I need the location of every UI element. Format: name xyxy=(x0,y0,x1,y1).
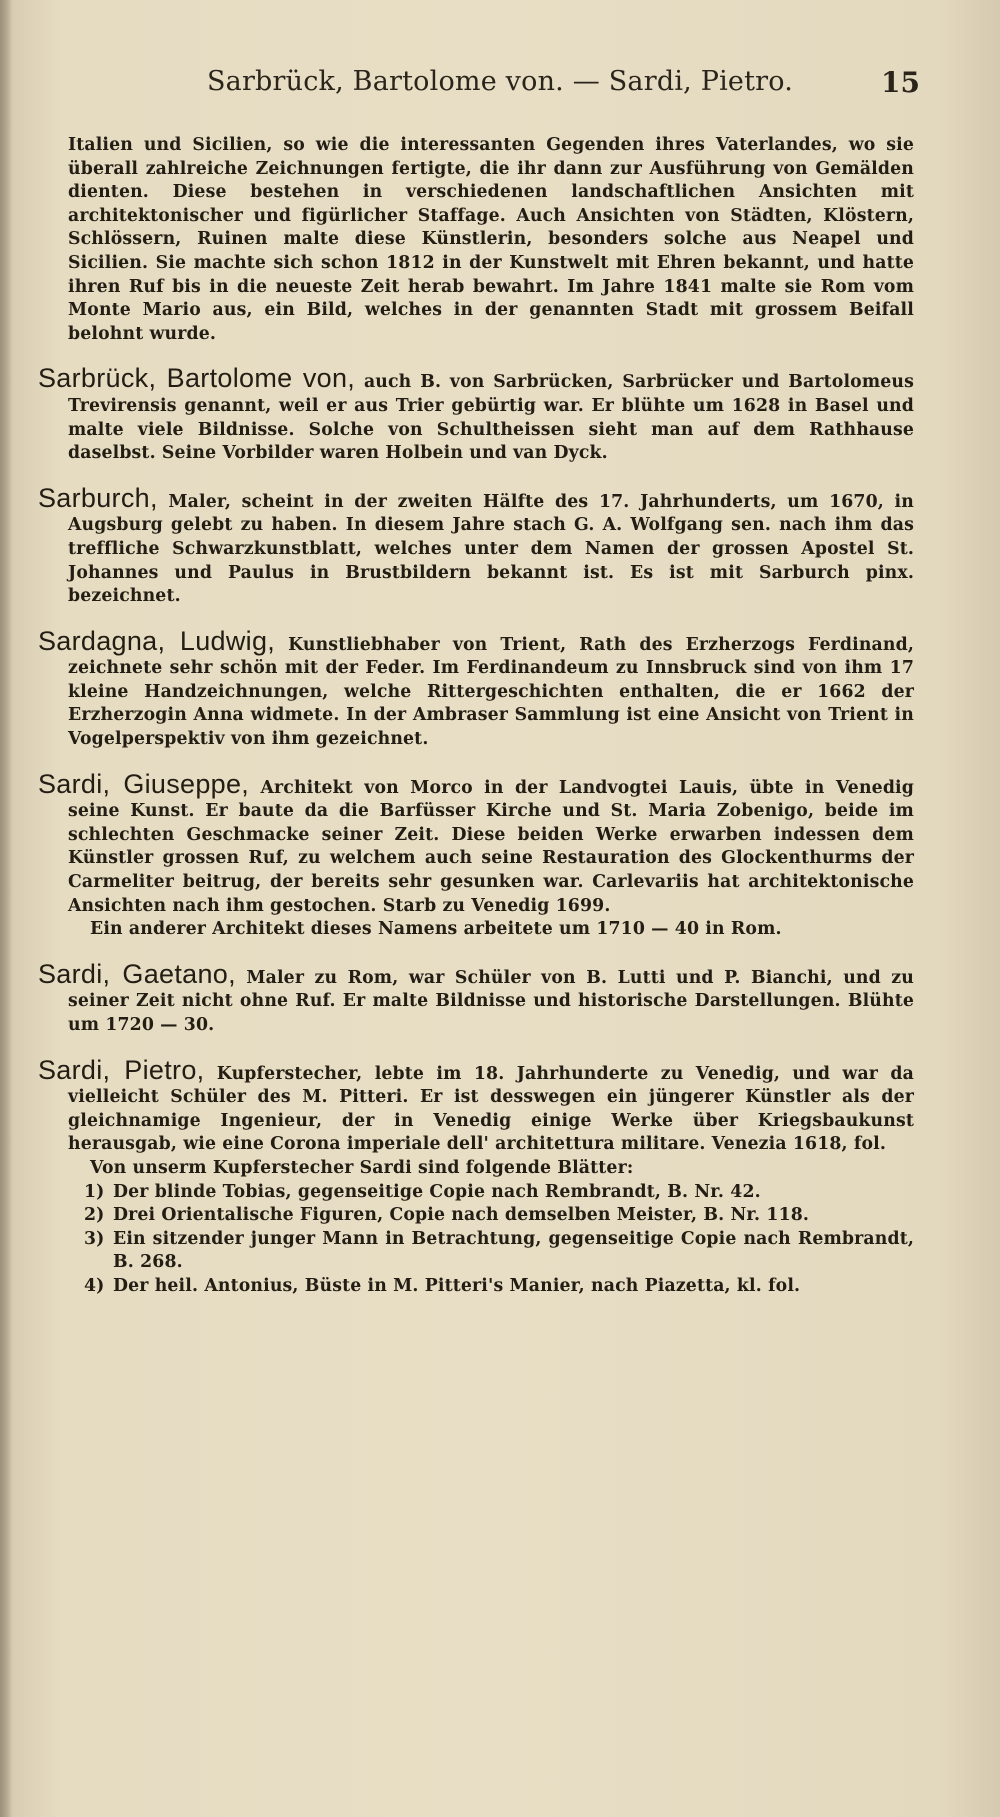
entry-name: Sarbrück, Bartolome von, xyxy=(38,363,356,394)
running-header xyxy=(0,66,1000,106)
entry-name: Sardi, Giuseppe, xyxy=(38,768,250,799)
list-item-number: 2) xyxy=(84,1205,105,1226)
entry-text: Maler, scheint in der zweiten Hälfte des 17. Jahrhunderts, um 1670, in Augsburg gelebt zu haben. In diesem Jahre stach G. A. Wolfgang sen. nach ihm das treffliche Schwarzkunstblatt, welches unter dem Namen der grossen Apostel St. Johannes und Paulus in Brustbildern bekannt ist. Es ist mit Sarburch pinx. bezeichnet. xyxy=(68,491,914,607)
list-item-number: 3) xyxy=(84,1228,105,1249)
entry-text: Architekt von Morco in der Landvogtei Lauis, übte in Venedig seine Kunst. Er baute da die Barfüsser Kirche und St. Maria Zobenigo, beide im schlechten Geschmacke seiner Zeit. Diese beiden Werke erwarben indessen dem Künstler grossen Ruf, zu welchem auch seine Restauration des Glockenthurms der Carmeliter beitrug, der bereits sehr gesunken war. Carlevariis hat architektonische Ansichten nach ihm gestochen. Starb zu Venedig 1699. xyxy=(68,777,914,916)
entry-paragraph xyxy=(38,768,914,919)
list-item-text: Ein sitzender junger Mann in Betrachtung, gegenseitige Copie nach Rembrandt, B. 268. xyxy=(113,1228,914,1273)
list-item xyxy=(38,1275,914,1299)
entry-name: Sarburch, xyxy=(38,482,158,513)
page-number: 15 xyxy=(881,66,920,99)
entry-subparagraph: Von unserm Kupferstecher Sardi sind folgende Blätter: xyxy=(90,1157,634,1178)
entry-sardi-gaetano xyxy=(38,958,914,1038)
entry-text: Kupferstecher, lebte im 18. Jahrhunderte zu Venedig, und war da vielleicht Schüler des M. Pitteri. Er ist desswegen ein jüngerer Künstler als der gleichnamige Ingenieur, der in Venedig einige Werke über Kriegsbaukunst herausgab, wie eine Corona imperiale dell' architettura militare. Venezia 1618, fol. xyxy=(68,1063,914,1155)
entry-paragraph xyxy=(38,625,914,752)
entry-sardagna xyxy=(38,625,914,752)
entry-paragraph xyxy=(38,363,915,465)
entry-text: auch B. von Sarbrücken, Sarbrücker und Bartolomeus Trevirensis genannt, weil er aus Trier gebürtig war. Er blühte um 1628 in Basel und malte viele Bildnisse. Solche von Schultheissen sieht man auf dem Rathhause daselbst. Seine Vorbilder waren Holbein und van Dyck. xyxy=(68,372,915,464)
entry-name: Sardagna, Ludwig, xyxy=(38,625,276,656)
entry-paragraph xyxy=(38,482,914,609)
list-item-number: 4) xyxy=(84,1275,105,1296)
list-item xyxy=(38,1228,914,1275)
list-item-text: Drei Orientalische Figuren, Copie nach demselben Meister, B. Nr. 118. xyxy=(113,1205,810,1226)
entry-sarbrueck xyxy=(38,363,915,465)
entry-name: Sardi, Pietro, xyxy=(38,1054,205,1085)
continued-paragraph: Italien und Sicilien, so wie die interessanten Gegenden ihres Vaterlandes, wo sie überall zahlreiche Zeichnungen fertigte, die ihr dann zur Ausführung von Gemälden dienten. Diese bestehen in verschiedenen landschaftlichen Ansichten mit architektonischer und figürlicher Staffage. Auch Ansichten von Städten, Klöstern, Schlössern, Ruinen malte diese Künstlerin, besonders solche aus Neapel und Sicilien. Sie machte sich schon 1812 in der Kunstwelt mit Ehren bekannt, und hatte ihren Ruf bis in die neueste Zeit herab bewahrt. Im Jahre 1841 malte sie Rom vom Monte Mario aus, ein Bild, welches in der genannten Stadt mit grossem Beifall belohnt wurde. xyxy=(68,135,914,344)
entry-paragraph xyxy=(38,958,914,1038)
running-title: Sarbrück, Bartolome von. — Sardi, Pietro. xyxy=(206,66,794,97)
list-item xyxy=(38,1204,914,1228)
entry-sardi-giuseppe xyxy=(38,768,914,942)
entry-sardi-pietro xyxy=(38,1054,914,1299)
entry-name: Sardi, Gaetano, xyxy=(38,958,236,989)
works-list xyxy=(38,1181,914,1299)
entry-text: Maler zu Rom, war Schüler von B. Lutti und P. Bianchi, und zu seiner Zeit nicht ohne Ruf. Er malte Bildnisse und historische Darstellungen. Blühte um 1720 — 30. xyxy=(68,967,914,1035)
entry-sarburch xyxy=(38,482,914,609)
list-item-number: 1) xyxy=(84,1181,105,1202)
list-item-text: Der heil. Antonius, Büste in M. Pitteri's Manier, nach Piazetta, kl. fol. xyxy=(113,1275,801,1296)
entry-subparagraph: Ein anderer Architekt dieses Namens arbeitete um 1710 — 40 in Rom. xyxy=(90,919,782,940)
entry-paragraph xyxy=(38,1054,914,1157)
page-body xyxy=(38,134,914,1299)
list-item-text: Der blinde Tobias, gegenseitige Copie nach Rembrandt, B. Nr. 42. xyxy=(113,1181,761,1202)
list-item xyxy=(38,1181,914,1205)
entry-text: Kunstliebhaber von Trient, Rath des Erzherzogs Ferdinand, zeichnete sehr schön mit der Feder. Im Ferdinandeum zu Innsbruck sind von ihm 17 kleine Handzeichnungen, welche Rittergeschichten enthalten, die er 1662 der Erzherzogin Anna widmete. In der Ambraser Sammlung ist eine Ansicht von Trient in Vogelperspektiv von ihm gezeichnet. xyxy=(68,634,914,750)
